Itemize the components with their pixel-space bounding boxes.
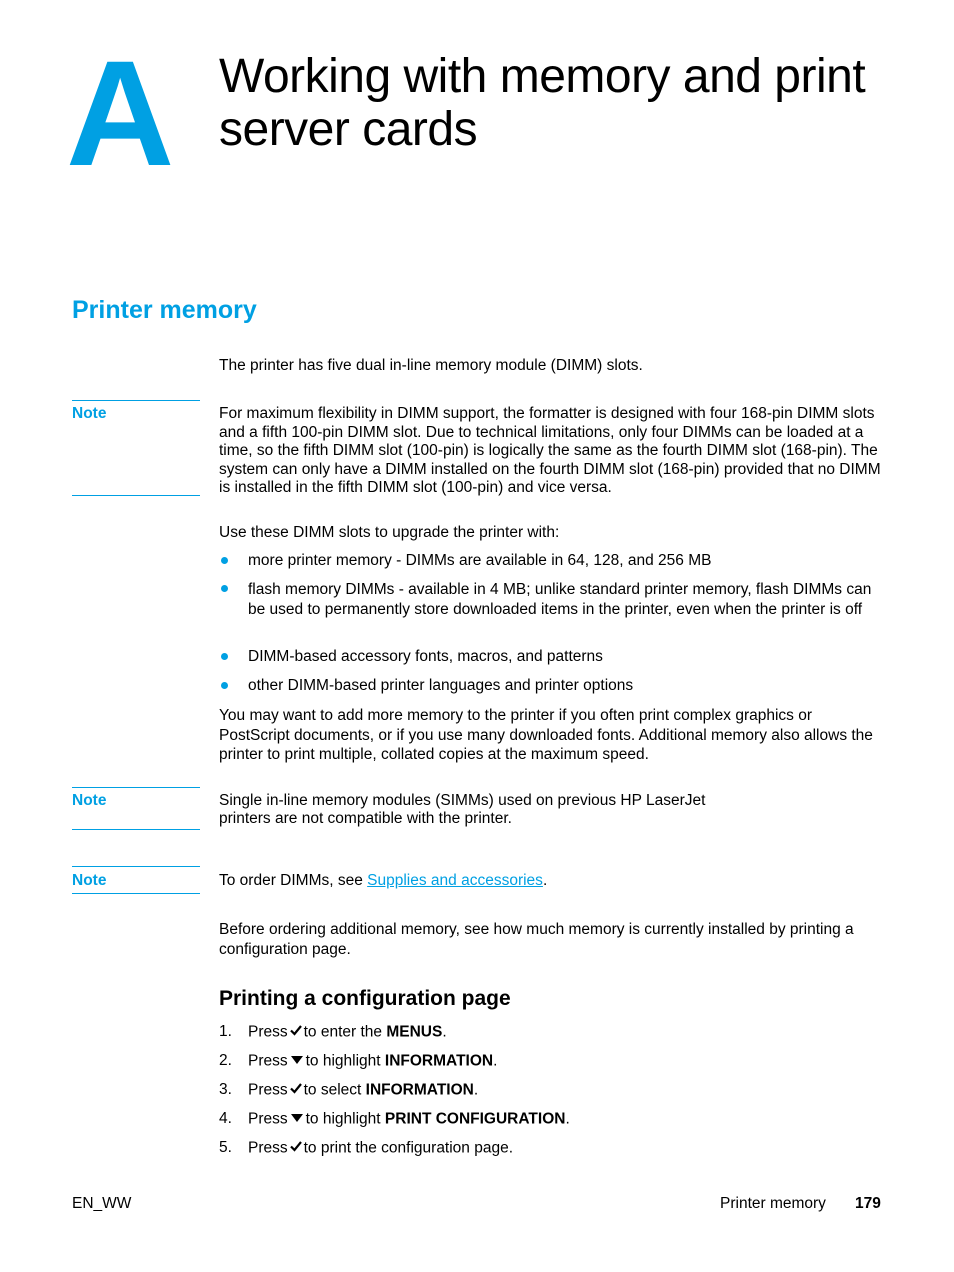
step-press: Press [248,1110,288,1128]
step-text [248,1110,878,1129]
step-number: 4. [219,1110,232,1127]
step-keyword: PRINT CONFIGURATION [384,1110,566,1128]
note-label: Note [72,872,107,889]
footer-locale: EN_WW [72,1195,132,1212]
step-end: . [473,1081,479,1099]
note-text-line: printers are not compatible with the printer. [219,810,512,827]
down-arrow-icon [290,1052,304,1071]
section-title: Printer memory [72,296,257,324]
chapter-title: Working with memory and print server cards [219,50,866,156]
step-end: . [493,1052,498,1070]
supplies-link[interactable]: Supplies and accessories [367,872,543,889]
list-item: flash memory DIMMs - available in 4 MB; unlike standard printer memory, flash DIMMs can be used to permanently store downloaded items in the printer, even when the printer is off [248,581,872,618]
list-item: DIMM-based accessory fonts, macros, and patterns [248,648,603,665]
step-keyword: MENUS [386,1023,443,1041]
bullet-icon [221,585,228,592]
note-top-rule [72,400,200,401]
footer-section: Printer memory [720,1195,826,1212]
step-number: 1. [219,1023,232,1040]
subsection-title: Printing a configuration page [219,987,511,1010]
note-label: Note [72,405,107,422]
step-text [248,1052,878,1071]
step-text [248,1023,878,1042]
list-item: more printer memory - DIMMs are available in 64, 128, and 256 MB [248,552,712,569]
step-end: . [442,1023,447,1041]
step-instruction: to highlight [305,1110,385,1128]
step-press: Press [248,1052,288,1070]
checkmark-icon [290,1023,302,1042]
step-text [248,1139,878,1158]
note-label: Note [72,792,107,809]
bullet-icon [221,653,228,660]
step-number: 3. [219,1081,232,1098]
note-bottom-rule [72,495,200,496]
bullet-icon [221,682,228,689]
note-suffix: . [542,872,548,889]
note-text: For maximum flexibility in DIMM support, the formatter is designed with four 168-pin DIMM slots and a fifth 100-pin DIMM slot. Due to technical limitations, only four DIMMs can be loaded at a time, so the fifth DIMM slot (100-pin) is logically the same as the fourth DIMM slot (168-pin). The system can only have a DIMM installed on the fourth DIMM slot (168-pin) provided that no DIMM is installed in the fifth DIMM slot (100-pin) and vice versa. [219,405,881,496]
down-arrow-icon [290,1110,304,1129]
note-bottom-rule [72,893,200,894]
note-top-rule [72,866,200,867]
list-item: other DIMM-based printer languages and printer options [248,677,634,694]
note-bottom-rule [72,829,200,830]
checkmark-icon [290,1139,302,1158]
step-instruction: to print the configuration page. [303,1139,514,1157]
bullet-icon [221,557,228,564]
page-number: 179 [855,1195,881,1212]
note-text-line: Single in-line memory modules (SIMMs) used on previous HP LaserJet [219,792,706,809]
step-press: Press [248,1023,288,1041]
before-ordering-paragraph: Before ordering additional memory, see how much memory is currently installed by printing a configuration page. [219,921,854,958]
upgrade-intro: Use these DIMM slots to upgrade the printer with: [219,524,560,541]
note-top-rule [72,787,200,788]
step-number: 2. [219,1052,232,1069]
step-instruction: to select [303,1081,366,1099]
checkmark-icon [290,1081,302,1100]
step-text [248,1081,878,1100]
note-prefix: To order DIMMs, see [219,872,368,889]
step-instruction: to enter the [303,1023,387,1041]
step-press: Press [248,1139,288,1157]
step-instruction: to highlight [305,1052,385,1070]
step-end: . [565,1110,570,1128]
memory-paragraph: You may want to add more memory to the printer if you often print complex graphics or PostScript documents, or if you use many downloaded fonts. Additional memory also allows the printer to print multiple, collated copies at the maximum speed. [219,707,873,763]
step-keyword: INFORMATION [365,1081,474,1099]
step-number: 5. [219,1139,232,1156]
step-keyword: INFORMATION [384,1052,494,1070]
intro-paragraph: The printer has five dual in-line memory module (DIMM) slots. [219,357,643,374]
chapter-letter: A [66,29,175,197]
step-press: Press [248,1081,288,1099]
note-text [219,872,884,891]
